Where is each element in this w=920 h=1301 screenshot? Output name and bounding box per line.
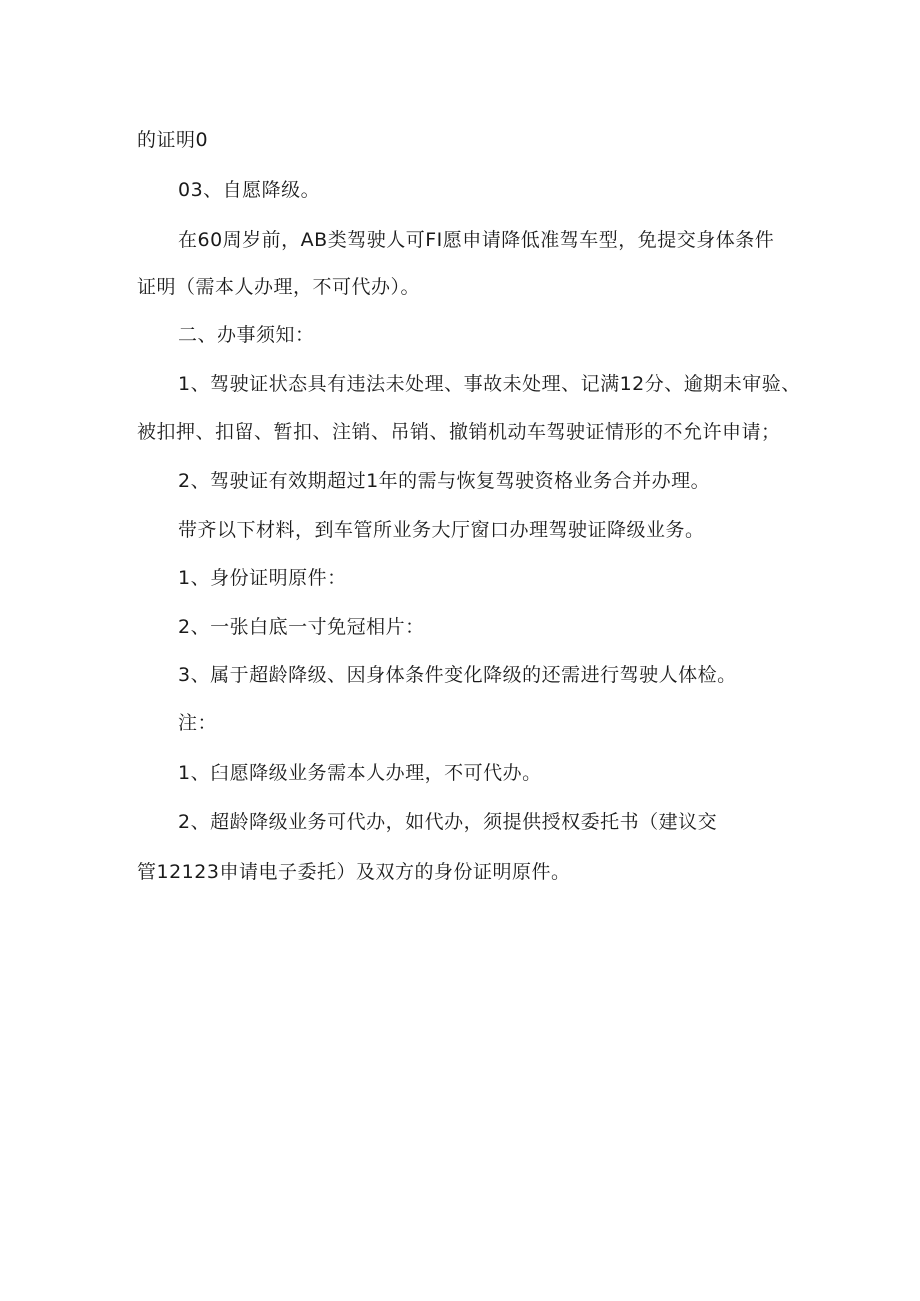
text-line-notice-1-cont: 被扣押、扣留、暂扣、注销、吊销、撤销机动车驾驶证情形的不允许申请； [137, 421, 781, 443]
text-line-note-heading: 注： [178, 712, 218, 734]
text-line-paragraph: 在60周岁前，AB类驾驶人可FI愿申请降低准驾车型，免提交身体条件 [178, 229, 775, 251]
text-line-heading-voluntary-downgrade: 03、自愿降级。 [178, 179, 321, 201]
text-line-notice-1: 1、驾驶证状态具有违法未处理、事故未处理、记满12分、逾期未审验、 [178, 373, 801, 395]
text-line-note-1: 1、臼愿降级业务需本人办理，不可代办。 [178, 762, 542, 784]
text-line-paragraph-cont: 证明（需本人办理，不可代办）。 [137, 276, 421, 298]
text-line-note-2: 2、超龄降级业务可代办，如代办，须提供授权委托书（建议交 [178, 811, 718, 833]
text-line-notice-2: 2、驾驶证有效期超过1年的需与恢复驾驶资格业务合并办理。 [178, 470, 711, 492]
text-line-material-1: 1、身份证明原件： [178, 567, 347, 589]
text-line-materials-intro: 带齐以下材料，到车管所业务大厅窗口办理驾驶证降级业务。 [178, 519, 705, 541]
text-line-material-3: 3、属于超龄降级、因身体条件变化降级的还需进行驾驶人体检。 [178, 664, 737, 686]
text-line-section-heading: 二、办事须知： [178, 324, 315, 346]
text-line-continuation: 的证明0 [137, 129, 209, 151]
text-line-material-2: 2、一张白底一寸免冠相片： [178, 616, 425, 638]
text-line-note-2-cont: 管12123申请电子委托）及双方的身份证明原件。 [137, 861, 571, 883]
